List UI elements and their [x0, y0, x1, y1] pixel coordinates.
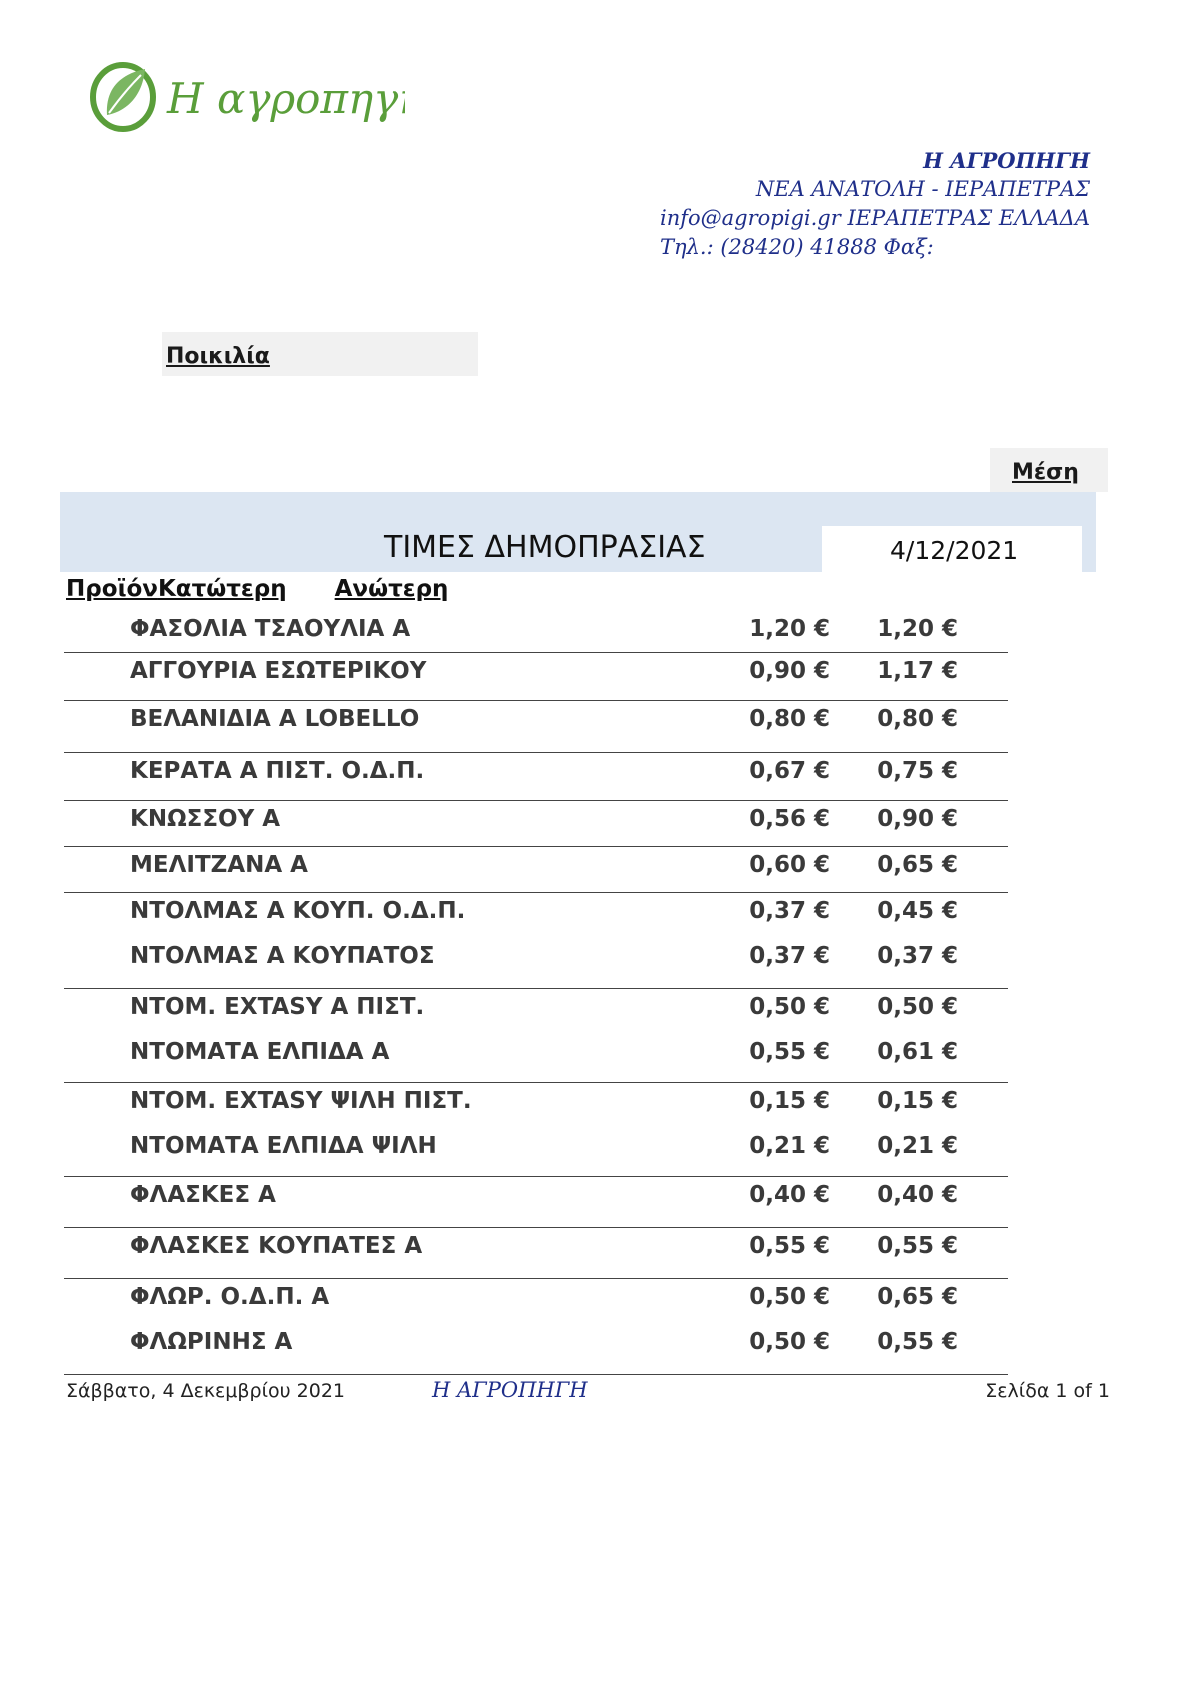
table-row: [0, 852, 1200, 892]
row-divider: [64, 700, 1008, 701]
row-divider: [64, 892, 1008, 893]
table-row: [0, 758, 1200, 798]
low-price: 0,40 €: [749, 1182, 830, 1208]
row-divider: [64, 1278, 1008, 1279]
product-name: ΦΛΩΡΙΝΗΣ Α: [130, 1329, 293, 1355]
footer-company: Η ΑΓΡΟΠΗΓΗ: [432, 1378, 588, 1402]
high-price: 0,21 €: [877, 1133, 958, 1159]
product-name: ΦΛΩΡ. Ο.Δ.Π. Α: [130, 1284, 330, 1310]
col-high: Ανώτερη: [334, 576, 449, 602]
product-name: ΝΤΟΜ. EXTASY Α ΠΙΣΤ.: [130, 994, 425, 1020]
company-info: [660, 146, 1090, 262]
high-price: 0,50 €: [877, 994, 958, 1020]
table-row: [0, 706, 1200, 746]
product-name: ΝΤΟΜ. EXTASY ΨΙΛΗ ΠΙΣΤ.: [130, 1088, 472, 1114]
footer-date: Σάββατο, 4 Δεκεμβρίου 2021: [66, 1380, 346, 1402]
row-divider: [64, 1227, 1008, 1228]
page-number: Σελίδα 1 of 1: [985, 1380, 1110, 1402]
company-email: info@agropigi.gr ΙΕΡΑΠΕΤΡΑΣ ΕΛΛΑΔΑ: [660, 206, 1090, 230]
product-name: ΝΤΟΛΜΑΣ Α ΚΟΥΠΑΤΟΣ: [130, 943, 435, 969]
high-price: 0,65 €: [877, 852, 958, 878]
row-divider: [64, 652, 1008, 653]
table-row: [0, 943, 1200, 983]
table-row: [0, 806, 1200, 846]
product-name: ΦΛΑΣΚΕΣ ΚΟΥΠΑΤΕΣ Α: [130, 1233, 423, 1259]
high-price: 1,17 €: [877, 658, 958, 684]
high-price: 0,37 €: [877, 943, 958, 969]
row-divider: [64, 800, 1008, 801]
logo-text: Η αγροπηγή: [167, 74, 405, 123]
high-price: 1,20 €: [877, 616, 958, 642]
mesi-label: Μέση: [1012, 460, 1079, 485]
leaf-logo-icon: [85, 55, 405, 145]
page-title: ΤΙΜΕΣ ΔΗΜΟΠΡΑΣΙΑΣ: [384, 530, 706, 565]
low-price: 1,20 €: [749, 616, 830, 642]
low-price: 0,55 €: [749, 1233, 830, 1259]
table-row: [0, 1233, 1200, 1273]
table-row: [0, 616, 1200, 656]
product-name: ΑΓΓΟΥΡΙΑ ΕΣΩΤΕΡΙΚΟΥ: [130, 658, 427, 684]
product-name: ΦΛΑΣΚΕΣ Α: [130, 1182, 276, 1208]
high-price: 0,80 €: [877, 706, 958, 732]
low-price: 0,67 €: [749, 758, 830, 784]
company-name: Η ΑΓΡΟΠΗΓΗ: [923, 148, 1090, 173]
low-price: 0,37 €: [749, 898, 830, 924]
product-name: ΒΕΛΑΝΙΔΙΑ Α LOBELLO: [130, 706, 420, 732]
company-phone: Τηλ.: (28420) 41888 Φαξ:: [660, 235, 934, 259]
product-name: ΝΤΟΜΑΤΑ ΕΛΠΙΔΑ Α: [130, 1039, 390, 1065]
low-price: 0,21 €: [749, 1133, 830, 1159]
low-price: 0,55 €: [749, 1039, 830, 1065]
low-price: 0,15 €: [749, 1088, 830, 1114]
high-price: 0,75 €: [877, 758, 958, 784]
low-price: 0,60 €: [749, 852, 830, 878]
product-name: ΦΑΣΟΛΙΑ ΤΣΑΟΥΛΙΑ Α: [130, 616, 411, 642]
high-price: 0,55 €: [877, 1329, 958, 1355]
table-row: [0, 1182, 1200, 1222]
low-price: 0,90 €: [749, 658, 830, 684]
auction-date: 4/12/2021: [890, 536, 1019, 565]
row-divider: [64, 752, 1008, 753]
table-row: [0, 994, 1200, 1034]
high-price: 0,55 €: [877, 1233, 958, 1259]
product-name: ΝΤΟΜΑΤΑ ΕΛΠΙΔΑ ΨΙΛΗ: [130, 1133, 437, 1159]
company-address: ΝΕΑ ΑΝΑΤΟΛΗ - ΙΕΡΑΠΕΤΡΑΣ: [755, 177, 1090, 201]
column-headers: [66, 576, 448, 602]
product-name: ΚΝΩΣΣΟΥ Α: [130, 806, 281, 832]
row-divider: [64, 988, 1008, 989]
low-price: 0,50 €: [749, 1284, 830, 1310]
product-name: ΜΕΛΙΤΖΑΝΑ Α: [130, 852, 308, 878]
low-price: 0,37 €: [749, 943, 830, 969]
variety-label: Ποικιλία: [166, 344, 270, 369]
table-row: [0, 1133, 1200, 1173]
row-divider: [64, 1082, 1008, 1083]
footer-divider: [64, 1374, 1008, 1375]
low-price: 0,50 €: [749, 1329, 830, 1355]
table-row: [0, 1329, 1200, 1369]
high-price: 0,61 €: [877, 1039, 958, 1065]
high-price: 0,15 €: [877, 1088, 958, 1114]
high-price: 0,40 €: [877, 1182, 958, 1208]
high-price: 0,90 €: [877, 806, 958, 832]
high-price: 0,65 €: [877, 1284, 958, 1310]
high-price: 0,45 €: [877, 898, 958, 924]
table-row: [0, 1039, 1200, 1079]
low-price: 0,56 €: [749, 806, 830, 832]
col-product: Προϊόν: [66, 576, 158, 602]
table-row: [0, 1088, 1200, 1128]
product-name: ΝΤΟΛΜΑΣ Α ΚΟΥΠ. Ο.Δ.Π.: [130, 898, 466, 924]
table-row: [0, 898, 1200, 938]
row-divider: [64, 846, 1008, 847]
table-row: [0, 658, 1200, 698]
row-divider: [64, 1176, 1008, 1177]
low-price: 0,50 €: [749, 994, 830, 1020]
table-row: [0, 1284, 1200, 1324]
company-logo: [85, 55, 405, 145]
low-price: 0,80 €: [749, 706, 830, 732]
product-name: ΚΕΡΑΤΑ Α ΠΙΣΤ. Ο.Δ.Π.: [130, 758, 425, 784]
col-low: Κατώτερη: [157, 576, 287, 602]
